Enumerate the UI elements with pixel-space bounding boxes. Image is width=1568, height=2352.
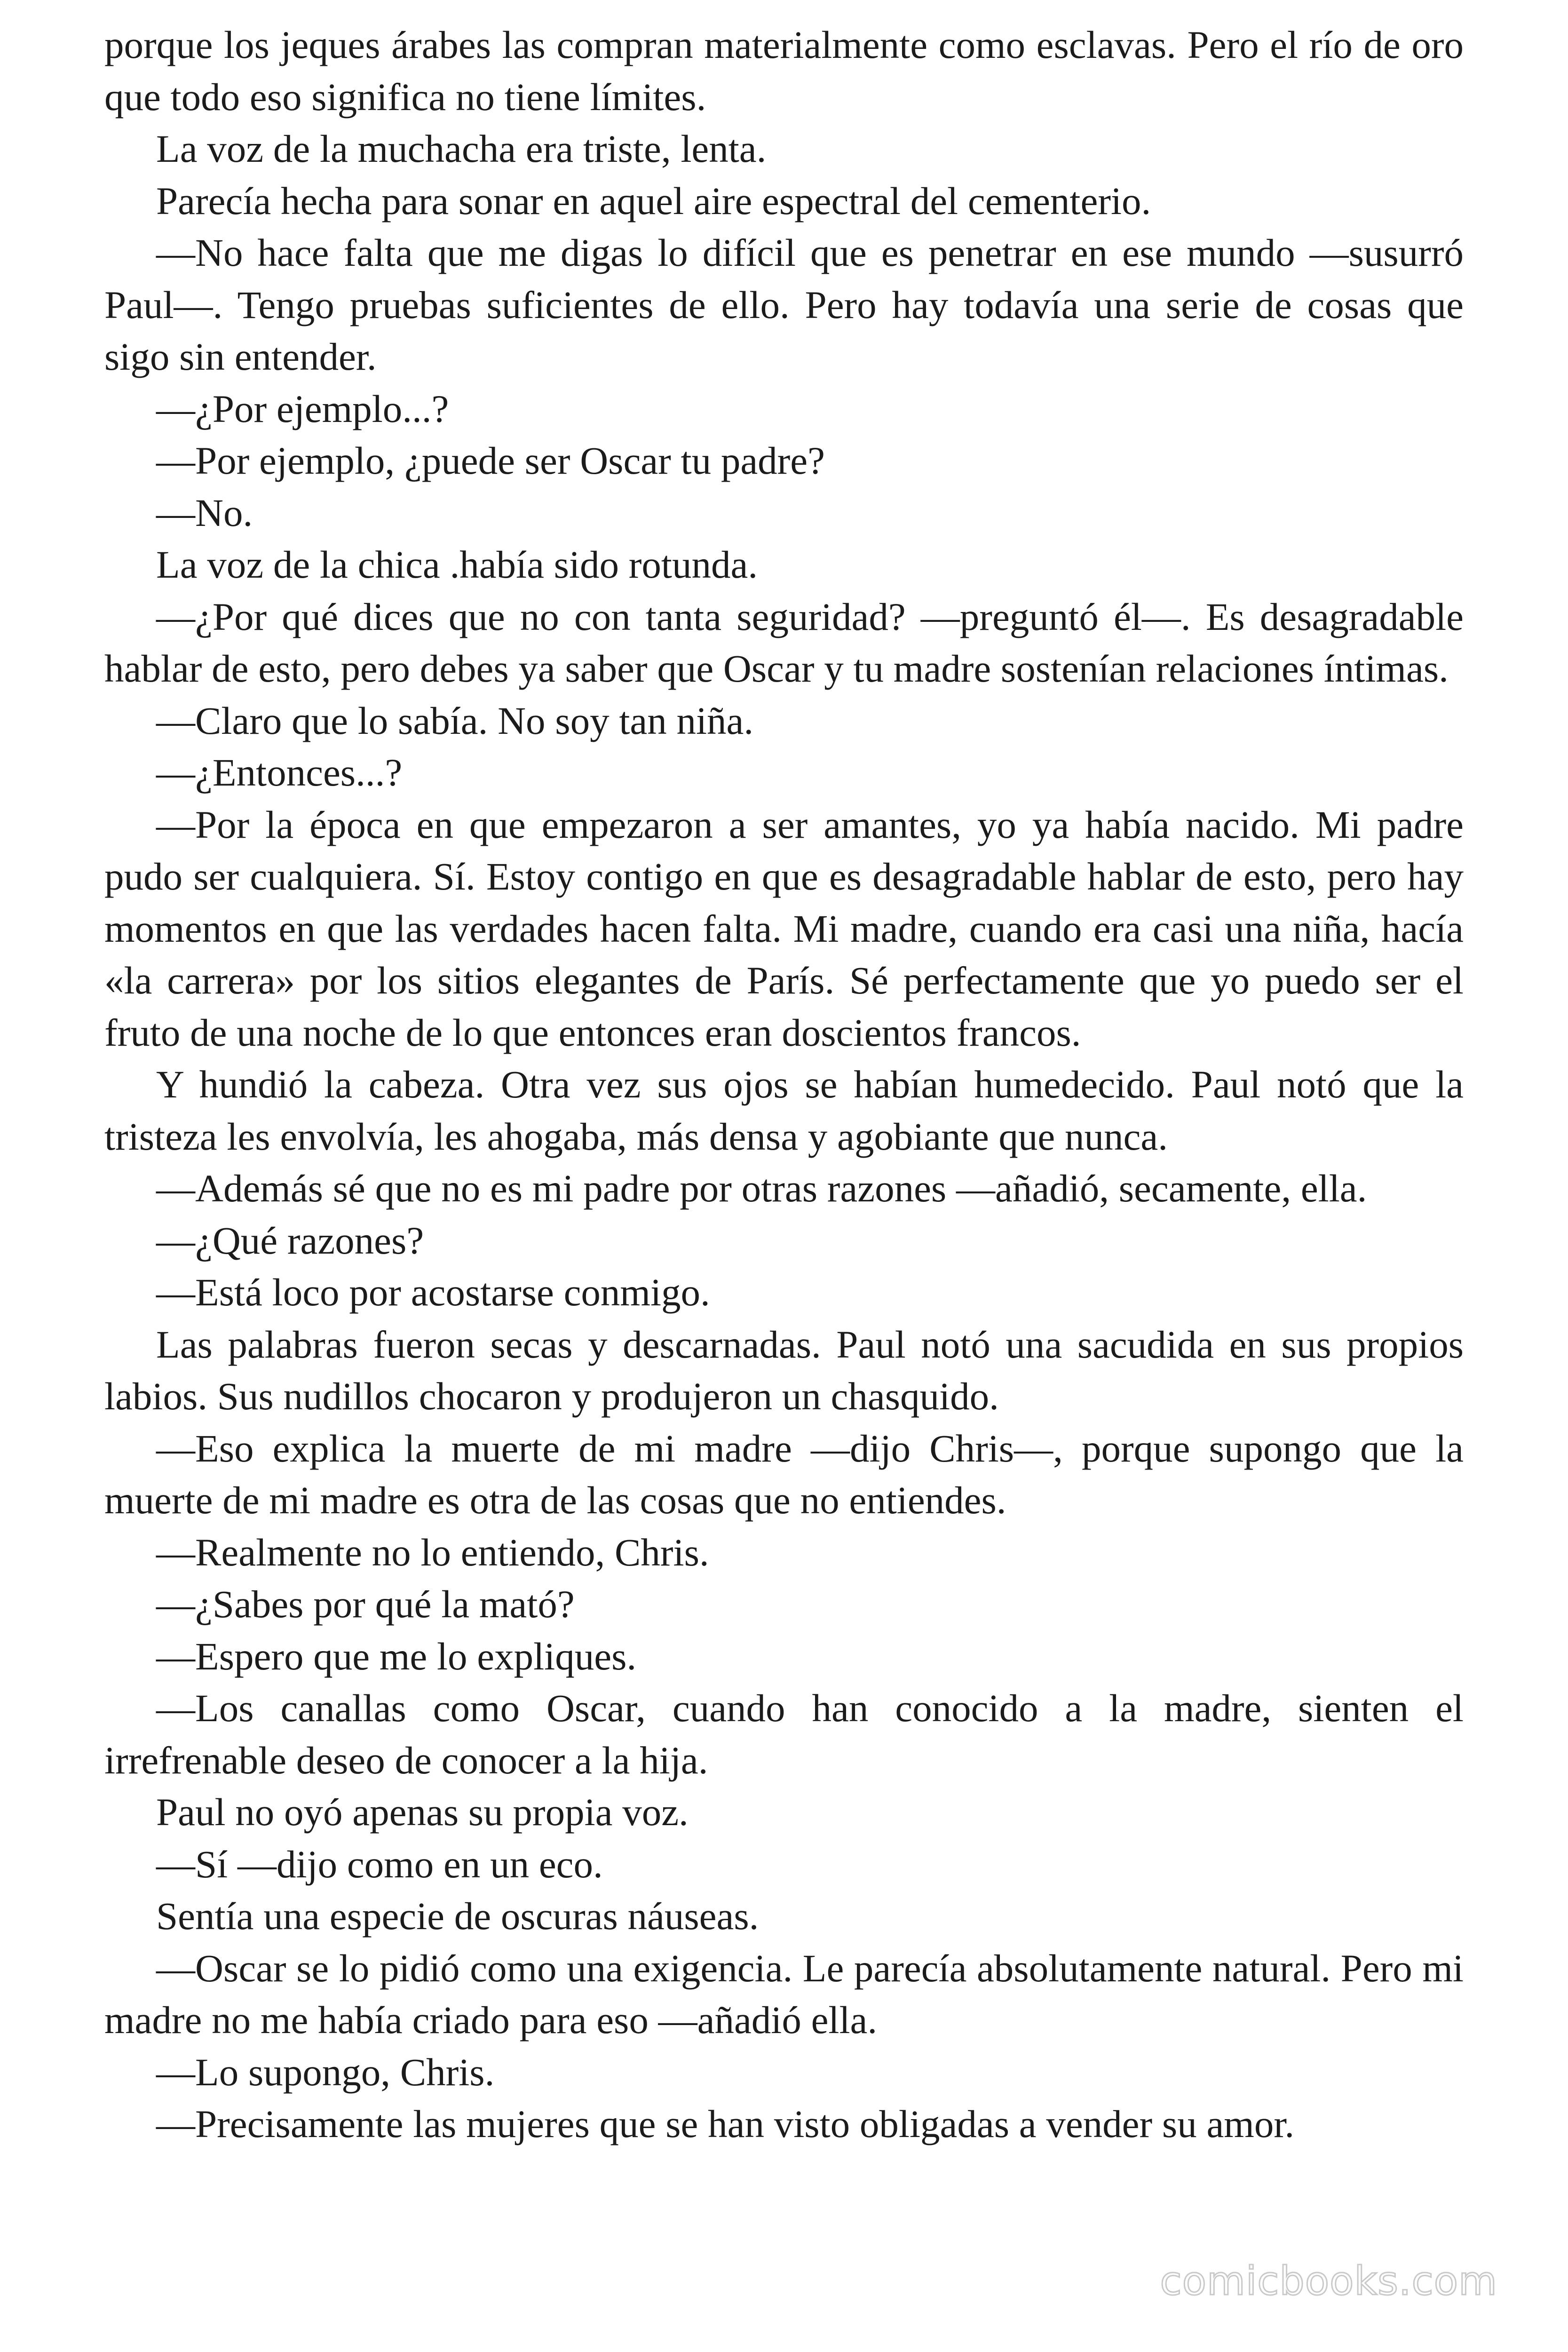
paragraph: Las palabras fueron secas y descarnadas. Paul notó una sacudida en sus propios labios. Sus nudillos chocaron y produjeron un chasquido. [104,1322,1464,1418]
paragraph: —¿Entonces...? [156,751,403,794]
paragraph: Y hundió la cabeza. Otra vez sus ojos se habían humedecido. Paul notó que la tristeza les envolvía, les ahogaba, más densa y agobiante que nunca. [104,1063,1464,1158]
paragraph: —Lo supongo, Chris. [156,2050,495,2094]
paragraph: —Realmente no lo entiendo, Chris. [156,1530,709,1574]
paragraph: —¿Por qué dices que no con tanta seguridad? —preguntó él—. Es desagradable hablar de esto, pero debes ya saber que Oscar y tu madre sostenían relaciones íntimas. [104,595,1464,690]
paragraph: —¿Sabes por qué la mató? [156,1582,575,1626]
watermark: comicbooks.com [1160,2258,1497,2304]
paragraph: —Los canallas como Oscar, cuando han conocido a la madre, sienten el irrefrenable deseo de conocer a la hija. [104,1686,1464,1782]
paragraph: —¿Qué razones? [156,1218,424,1262]
paragraph: Parecía hecha para sonar en aquel aire espectral del cementerio. [156,179,1151,222]
paragraph: —Oscar se lo pidió como una exigencia. Le parecía absolutamente natural. Pero mi madre no me había criado para eso —añadió ella. [104,1946,1464,2042]
paragraph: —Claro que lo sabía. No soy tan niña. [156,699,754,742]
paragraph: —No hace falta que me digas lo difícil que es penetrar en ese mundo —susurró Paul—. Tengo pruebas suficientes de ello. Pero hay todavía una serie de cosas que sigo sin entender. [104,231,1464,378]
paragraph: —¿Por ejemplo...? [156,387,449,430]
paragraph: —Espero que me lo expliques. [156,1634,637,1678]
paragraph: —Además sé que no es mi padre por otras razones —añadió, secamente, ella. [156,1167,1367,1210]
paragraph: —Por ejemplo, ¿puede ser Oscar tu padre? [156,439,825,482]
paragraph: —Sí —dijo como en un eco. [156,1842,603,1886]
paragraph: —Eso explica la muerte de mi madre —dijo Chris—, porque supongo que la muerte de mi madre es otra de las cosas que no entiendes. [104,1426,1464,1522]
paragraph: Sentía una especie de oscuras náuseas. [156,1894,759,1938]
paragraph: La voz de la chica .había sido rotunda. [156,543,758,586]
paragraph: porque los jeques árabes las compran materialmente como esclavas. Pero el río de oro que todo eso significa no tiene límites. [104,23,1464,119]
paragraph: —No. [156,491,253,534]
paragraph: —Precisamente las mujeres que se han visto obligadas a vender su amor. [156,2102,1295,2145]
page-text [104,19,1464,2150]
paragraph: La voz de la muchacha era triste, lenta. [156,127,767,170]
paragraph: —Está loco por acostarse conmigo. [156,1271,710,1314]
paragraph: Paul no oyó apenas su propia voz. [156,1790,689,1834]
paragraph: —Por la época en que empezaron a ser amantes, yo ya había nacido. Mi padre pudo ser cualquiera. Sí. Estoy contigo en que es desagradable hablar de esto, pero hay momentos en que las verdades hacen falta. Mi madre, cuando era casi una niña, hacía «la carrera» por los sitios elegantes de París. Sé perfectamente que yo puedo ser el fruto de una noche de lo que entonces eran doscientos francos. [104,803,1464,1054]
